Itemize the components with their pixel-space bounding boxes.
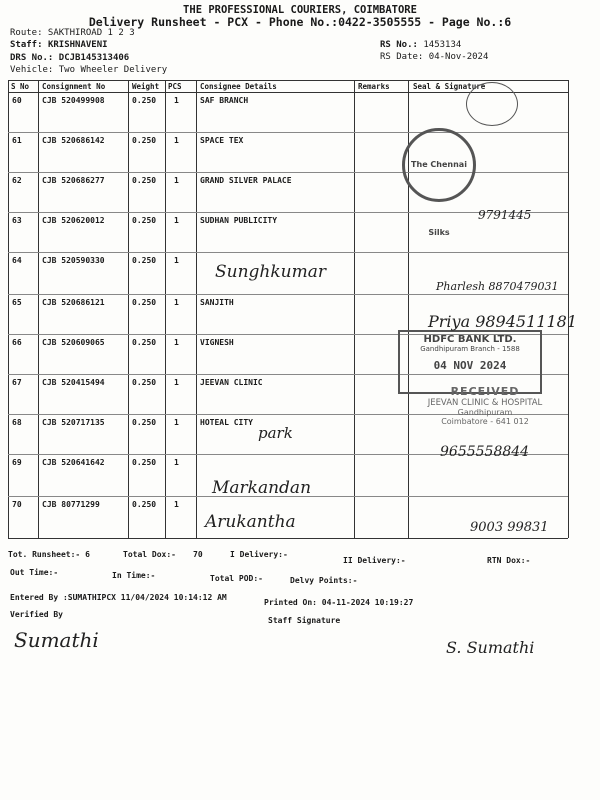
- i-delivery: I Delivery:-: [230, 550, 288, 559]
- cell-consignee-row-61: SPACE TEX: [200, 136, 244, 145]
- cell-cn-row-67: CJB 520415494: [42, 378, 105, 387]
- verified-by-signature: Sumathi: [14, 628, 99, 652]
- signature-row64: Pharlesh 8870479031: [436, 280, 559, 293]
- cell-pcs-row-70: 1: [174, 500, 179, 509]
- rtn-dox: RTN Dox:-: [487, 556, 531, 565]
- drs-label: DRS No.:: [10, 53, 54, 63]
- cell-consignee-row-67: JEEVAN CLINIC: [200, 378, 263, 387]
- tot-runsheet: Tot. Runsheet:- 6: [8, 550, 90, 559]
- cell-sno-row-61: 61: [12, 136, 22, 145]
- rs-date-value: 04-Nov-2024: [428, 52, 489, 62]
- cell-weight-row-68: 0.250: [132, 418, 157, 427]
- staff-name: KRISHNAVENI: [47, 40, 108, 50]
- cell-cn-row-69: CJB 520641642: [42, 458, 105, 467]
- col-weight: Weight: [132, 82, 160, 91]
- cell-pcs-row-65: 1: [174, 298, 179, 307]
- in-time: In Time:-: [112, 571, 156, 580]
- rs-no-value: 1453134: [423, 40, 462, 50]
- col-seal-signature: Seal & Signature: [413, 82, 486, 91]
- cell-sno-row-69: 69: [12, 458, 22, 467]
- cell-weight-row-66: 0.250: [132, 338, 157, 347]
- cell-weight-row-62: 0.250: [132, 176, 157, 185]
- cell-weight-row-64: 0.250: [132, 256, 157, 265]
- rs-no-line: [380, 40, 461, 50]
- cell-sno-row-65: 65: [12, 298, 22, 307]
- cell-pcs-row-61: 1: [174, 136, 179, 145]
- handwritten-name-row69: Markandan: [212, 478, 312, 498]
- staff-line: [10, 40, 108, 50]
- out-time: Out Time:-: [10, 568, 59, 577]
- cell-cn-row-63: CJB 520620012: [42, 216, 105, 225]
- total-dox-label: Total Dox:-: [123, 550, 176, 559]
- cell-consignee-row-68: HOTEAL CITY: [200, 418, 253, 427]
- ii-delivery: II Delivery:-: [343, 556, 406, 565]
- hdfc-name: HDFC BANK LTD.: [423, 334, 517, 345]
- cell-weight-row-67: 0.250: [132, 378, 157, 387]
- rs-date-label: RS Date:: [380, 52, 424, 62]
- hdfc-date: 04 NOV 2024: [433, 359, 507, 372]
- drs-line: [10, 53, 129, 63]
- runsheet-title: Delivery Runsheet - PCX - Phone No.:0422-3505555 - Page No.:6: [88, 15, 512, 29]
- rs-date-line: [380, 52, 488, 62]
- col-consignee: Consignee Details: [200, 82, 277, 91]
- delvy-points: Delvy Points:-: [290, 576, 358, 585]
- cell-pcs-row-68: 1: [174, 418, 179, 427]
- cell-weight-row-63: 0.250: [132, 216, 157, 225]
- cell-pcs-row-62: 1: [174, 176, 179, 185]
- cell-weight-row-70: 0.250: [132, 500, 157, 509]
- cell-sno-row-62: 62: [12, 176, 22, 185]
- cell-sno-row-63: 63: [12, 216, 22, 225]
- cell-weight-row-61: 0.250: [132, 136, 157, 145]
- cell-cn-row-68: CJB 520717135: [42, 418, 105, 427]
- cell-sno-row-66: 66: [12, 338, 22, 347]
- col-consignment: Consignment No: [42, 82, 106, 91]
- cell-sno-row-64: 64: [12, 256, 22, 265]
- jeevan-name: JEEVAN CLINIC & HOSPITAL: [427, 398, 543, 408]
- jeevan-city: Coimbatore - 641 012: [441, 417, 529, 426]
- cell-cn-row-64: CJB 520590330: [42, 256, 105, 265]
- cell-sno-row-68: 68: [12, 418, 22, 427]
- total-pod: Total POD:-: [210, 574, 263, 583]
- runsheet-table: [8, 80, 568, 538]
- cell-consignee-row-65: SANJITH: [200, 298, 234, 307]
- entered-by: Entered By :SUMATHIPCX 11/04/2024 10:14:12 AM: [10, 593, 227, 602]
- cell-cn-row-66: CJB 520609065: [42, 338, 105, 347]
- signature-row65: Priya 9894511181: [428, 312, 577, 331]
- cell-pcs-row-69: 1: [174, 458, 179, 467]
- handwritten-row68: park: [258, 424, 293, 442]
- rs-no-label: RS No.:: [380, 40, 418, 50]
- printed-on: Printed On: 04-11-2024 10:19:27: [264, 598, 414, 607]
- jeevan-area: Gandhipuram: [457, 408, 513, 417]
- signature-row70: 9003 99831: [470, 520, 549, 535]
- col-sno: S No: [11, 82, 30, 91]
- handwritten-name-row64: Sunghkumar: [215, 262, 327, 282]
- cell-sno-row-67: 67: [12, 378, 22, 387]
- drs-number: DCJB145313406: [58, 53, 130, 63]
- cell-cn-row-65: CJB 520686121: [42, 298, 105, 307]
- handwritten-name-row70: Arukantha: [205, 512, 296, 532]
- verified-by-label: Verified By: [10, 610, 63, 619]
- cell-consignee-row-62: GRAND SILVER PALACE: [200, 176, 292, 185]
- hdfc-branch: Gandhipuram Branch - 1588: [420, 345, 520, 353]
- cell-weight-row-69: 0.250: [132, 458, 157, 467]
- staff-signature-label: Staff Signature: [268, 616, 341, 625]
- staff-signature: S. Sumathi: [446, 638, 535, 657]
- cell-sno-row-70: 70: [12, 500, 22, 509]
- cell-cn-row-61: CJB 520686142: [42, 136, 105, 145]
- cell-pcs-row-64: 1: [174, 256, 179, 265]
- cell-pcs-row-63: 1: [174, 216, 179, 225]
- col-remarks: Remarks: [358, 82, 390, 91]
- cell-consignee-row-66: VIGNESH: [200, 338, 234, 347]
- total-dox-value: 70: [193, 550, 203, 559]
- cell-pcs-row-66: 1: [174, 338, 179, 347]
- company-title: THE PROFESSIONAL COURIERS, COIMBATORE: [183, 4, 417, 16]
- cell-weight-row-65: 0.250: [132, 298, 157, 307]
- jeevan-received: RECEIVED: [450, 385, 520, 398]
- cell-cn-row-70: CJB 80771299: [42, 500, 100, 509]
- signature-row63: 9791445: [478, 208, 532, 222]
- cell-pcs-row-67: 1: [174, 378, 179, 387]
- cell-pcs-row-60: 1: [174, 96, 179, 105]
- chennai-silks-stamp: The Chennai Silks: [402, 128, 476, 202]
- cell-consignee-row-63: SUDHAN PUBLICITY: [200, 216, 278, 225]
- jeevan-clinic-stamp: [400, 385, 570, 426]
- cell-cn-row-62: CJB 520686277: [42, 176, 105, 185]
- cell-weight-row-60: 0.250: [132, 96, 157, 105]
- cell-cn-row-60: CJB 520499908: [42, 96, 105, 105]
- cell-consignee-row-60: SAF BRANCH: [200, 96, 249, 105]
- vehicle-line: Vehicle: Two Wheeler Delivery: [10, 65, 168, 75]
- signature-row68: 9655558844: [440, 444, 530, 460]
- saf-stamp: [466, 82, 518, 126]
- cell-sno-row-60: 60: [12, 96, 22, 105]
- staff-label: Staff:: [10, 40, 43, 50]
- route-line: Route: SAKTHIROAD 1 2 3: [10, 28, 135, 38]
- col-pcs: PCS: [168, 82, 182, 91]
